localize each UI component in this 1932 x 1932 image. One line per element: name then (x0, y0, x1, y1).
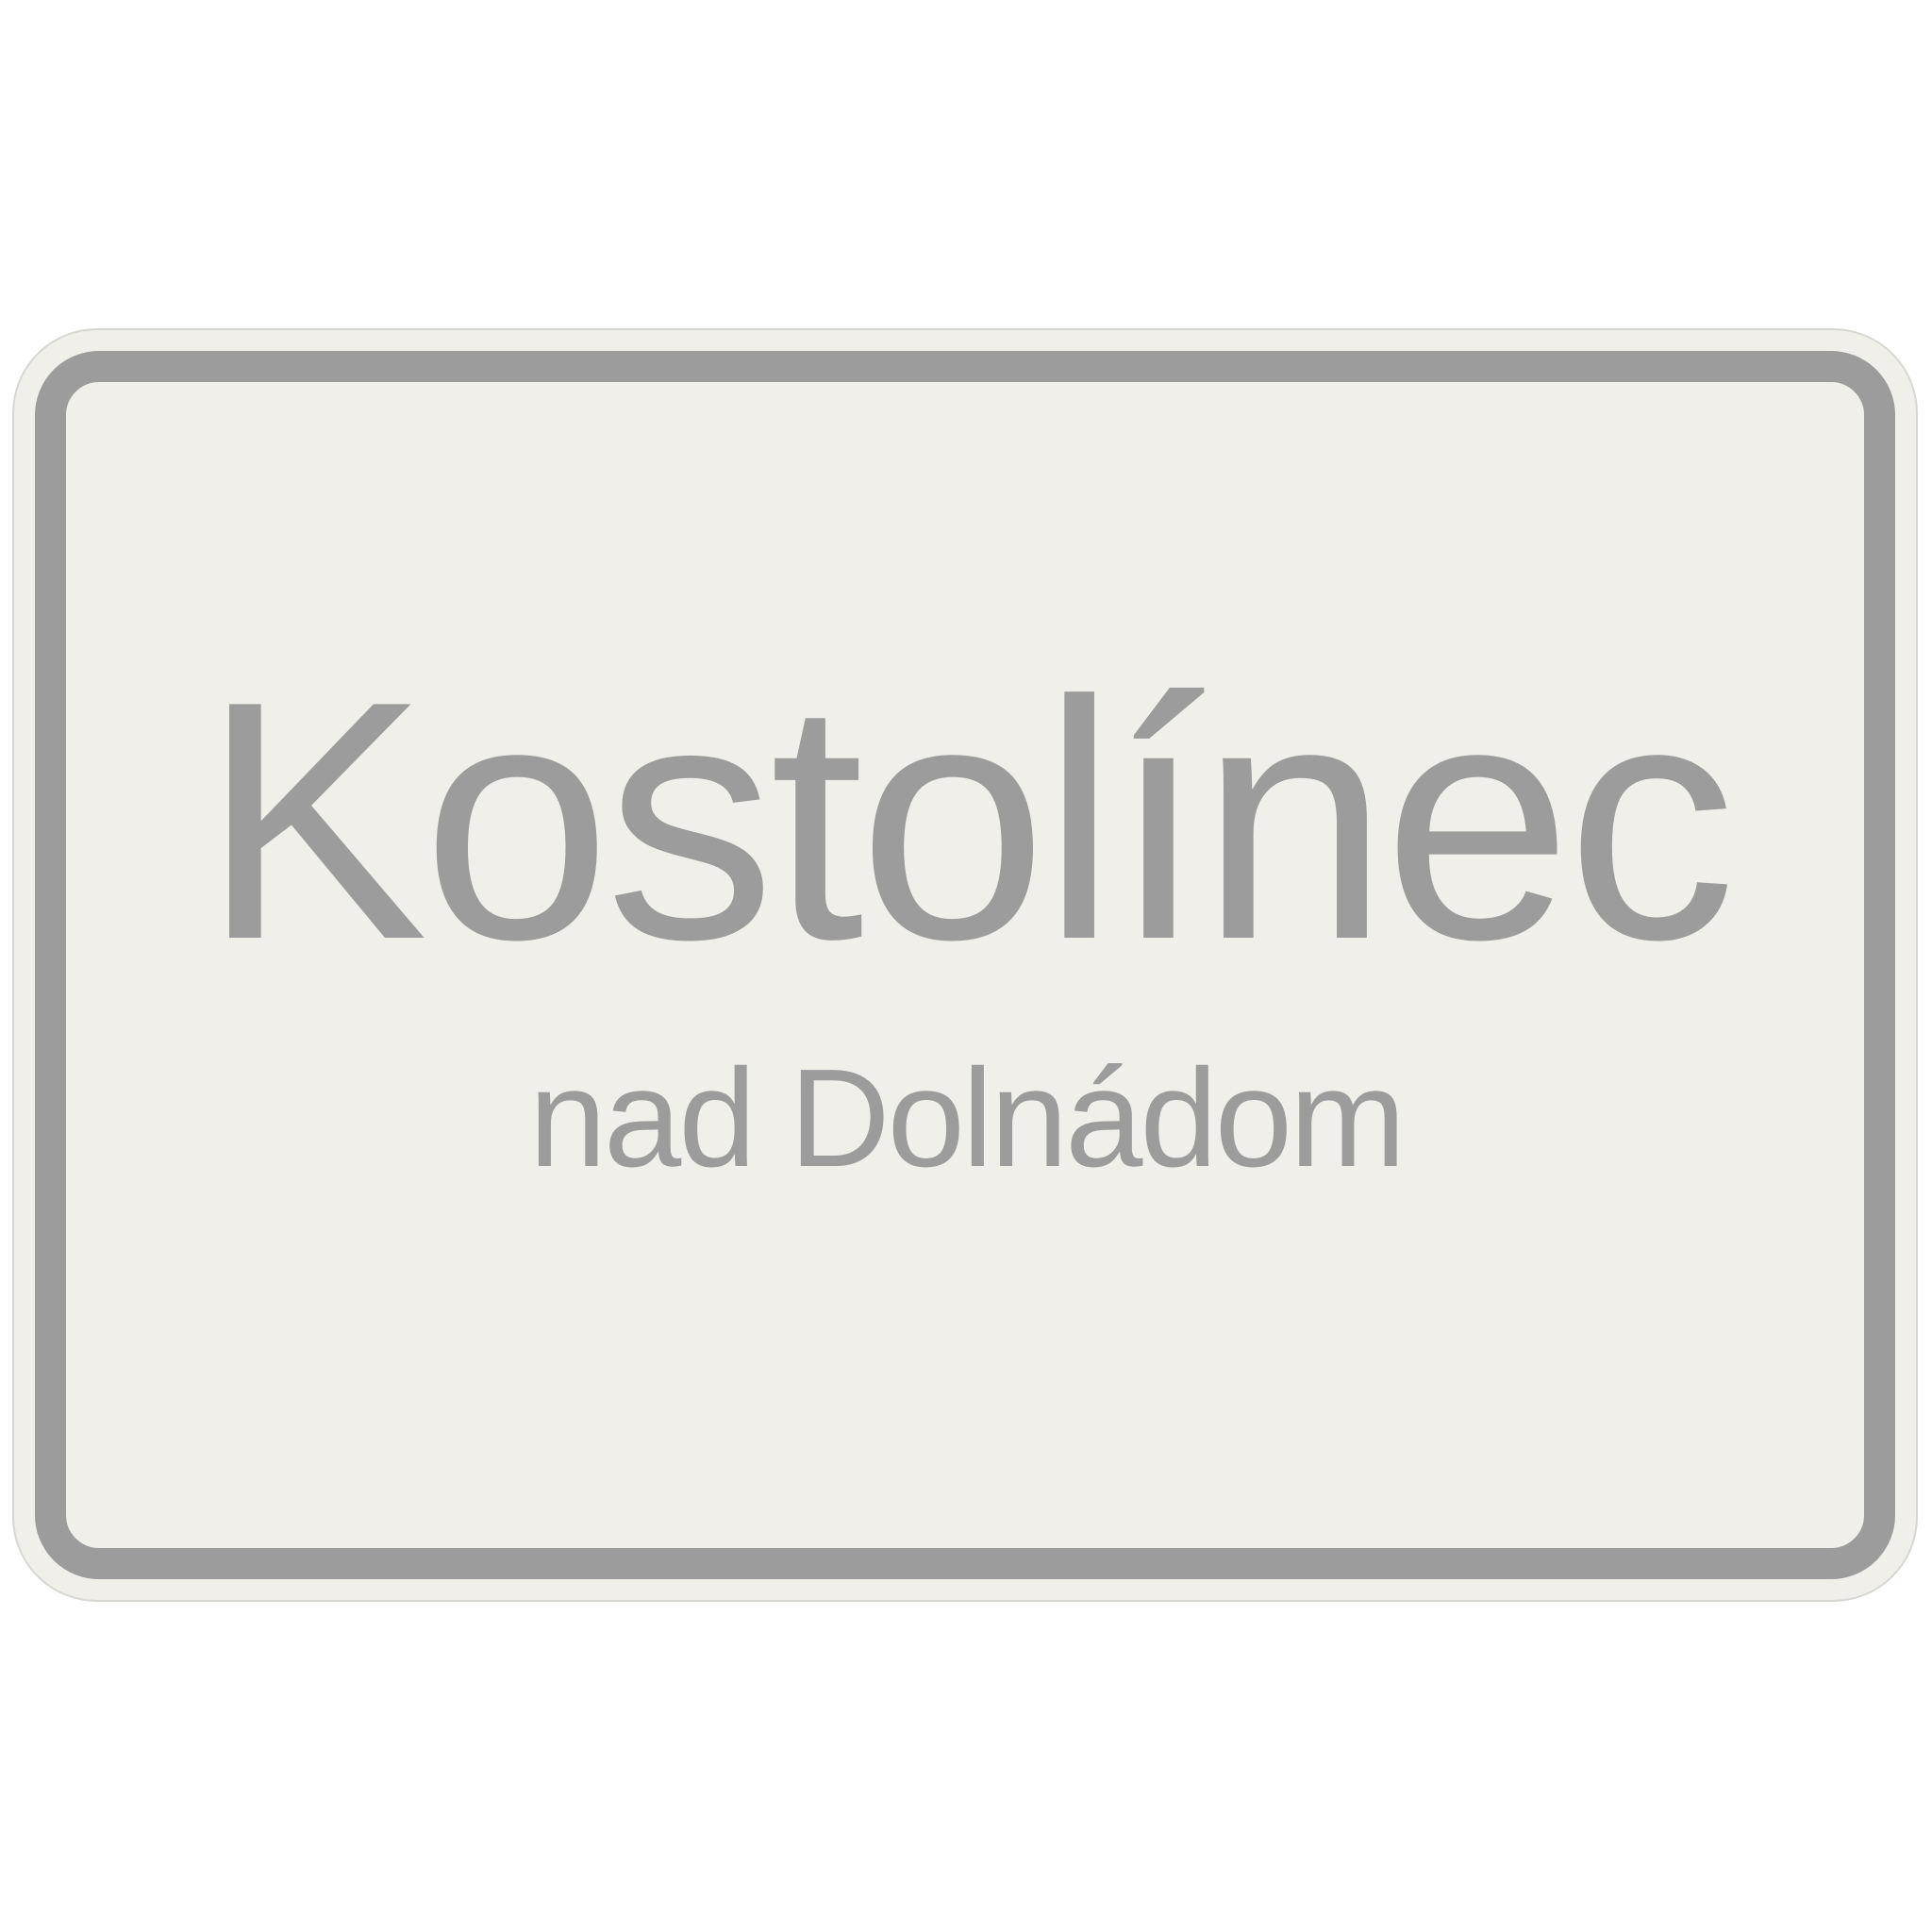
town-name: Kostolínec (201, 631, 1731, 1010)
town-subtitle: nad Dolnádom (528, 1041, 1404, 1196)
